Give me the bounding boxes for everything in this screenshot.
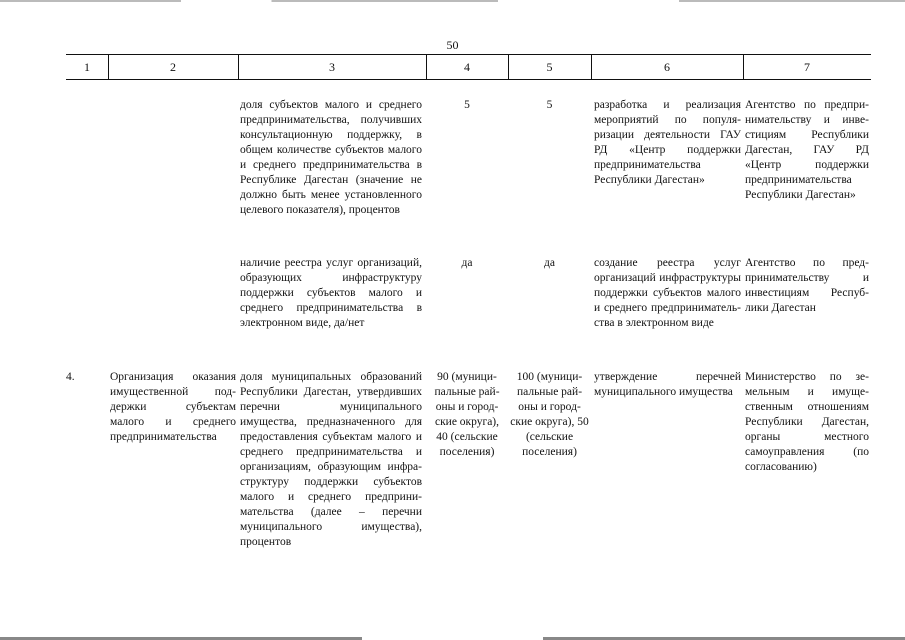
row1-value-col5: 5 [546,99,553,111]
header-col-7: 7 [804,60,810,74]
row2-value-col4: да [461,257,473,269]
row2-executors: Агентство по предпринимательству и инвестициям Республики Дагестан [745,257,869,314]
row2-value-col5: да [544,257,555,269]
row3-value-col4: 90 (муниципальные районы и городские округа), 40 (сельские поселения) [434,371,500,458]
row3-value-col5: 100 (муниципальные районы и городские округа), 50 (сельские поселения) [510,371,589,458]
row3-executors: Министерство по земельным и имущественным отношениям Республики Дагестан, органы местного самоуправления (по согласованию) [745,371,869,473]
row1-executors: Агентство по предпринимательству и инвестициям Республики Дагестан, ГАУ РД «Центр поддержки предпринимательства Республики Дагестан» [745,99,869,201]
scan-edge-top [0,0,905,2]
header-bottom-rule [66,79,871,80]
row1-value-col4: 5 [464,99,470,111]
row1-indicator: доля субъектов малого и среднего предпринимательства, получивших консультационную поддержку, в общем количестве субъектов малого и среднего предпринимательства в Республике Дагестан (значение не должно быть менее установленного целевого показателя), процентов [240,99,422,216]
page-number: 50 [446,38,459,52]
row3-name: Организация оказания имущественной поддержки субъектам малого и среднего предпринимательства [110,371,236,443]
row2-measures: создание реестра услуг организаций инфраструктуры поддержки субъектов малого и среднего предпринимательства в электронном виде [594,257,741,329]
row1-measures: разработка и реализация мероприятий по популяризации деятельности ГАУ РД «Центр поддержки предпринимательства Республики Дагестан» [594,99,741,186]
row2-indicator: наличие реестра услуг организаций, образующих инфраструктуру поддержки субъектов малого и среднего предпринимательства в электронном виде, да/нет [240,257,422,329]
header-col-3: 3 [329,60,335,74]
header-col-2: 2 [170,60,176,74]
header-col-4: 4 [464,60,470,74]
row3-measures: утверждение перечней муниципального имущества [594,371,741,398]
table-top-rule [66,54,871,55]
header-col-6: 6 [664,60,670,74]
header-col-5: 5 [546,60,553,74]
row3-number: 4. [66,371,75,383]
row3-indicator: доля муниципальных образований Республики Дагестан, утвердивших перечни муниципального имущества, предназначенного для предоставления субъектам малого и среднего предпринимательства и организациям, образующим инфраструктуру поддержки субъектов малого и среднего предпринимательства (далее – перечни муниципального имущества), процентов [240,371,422,548]
header-col-1: 1 [84,60,90,74]
